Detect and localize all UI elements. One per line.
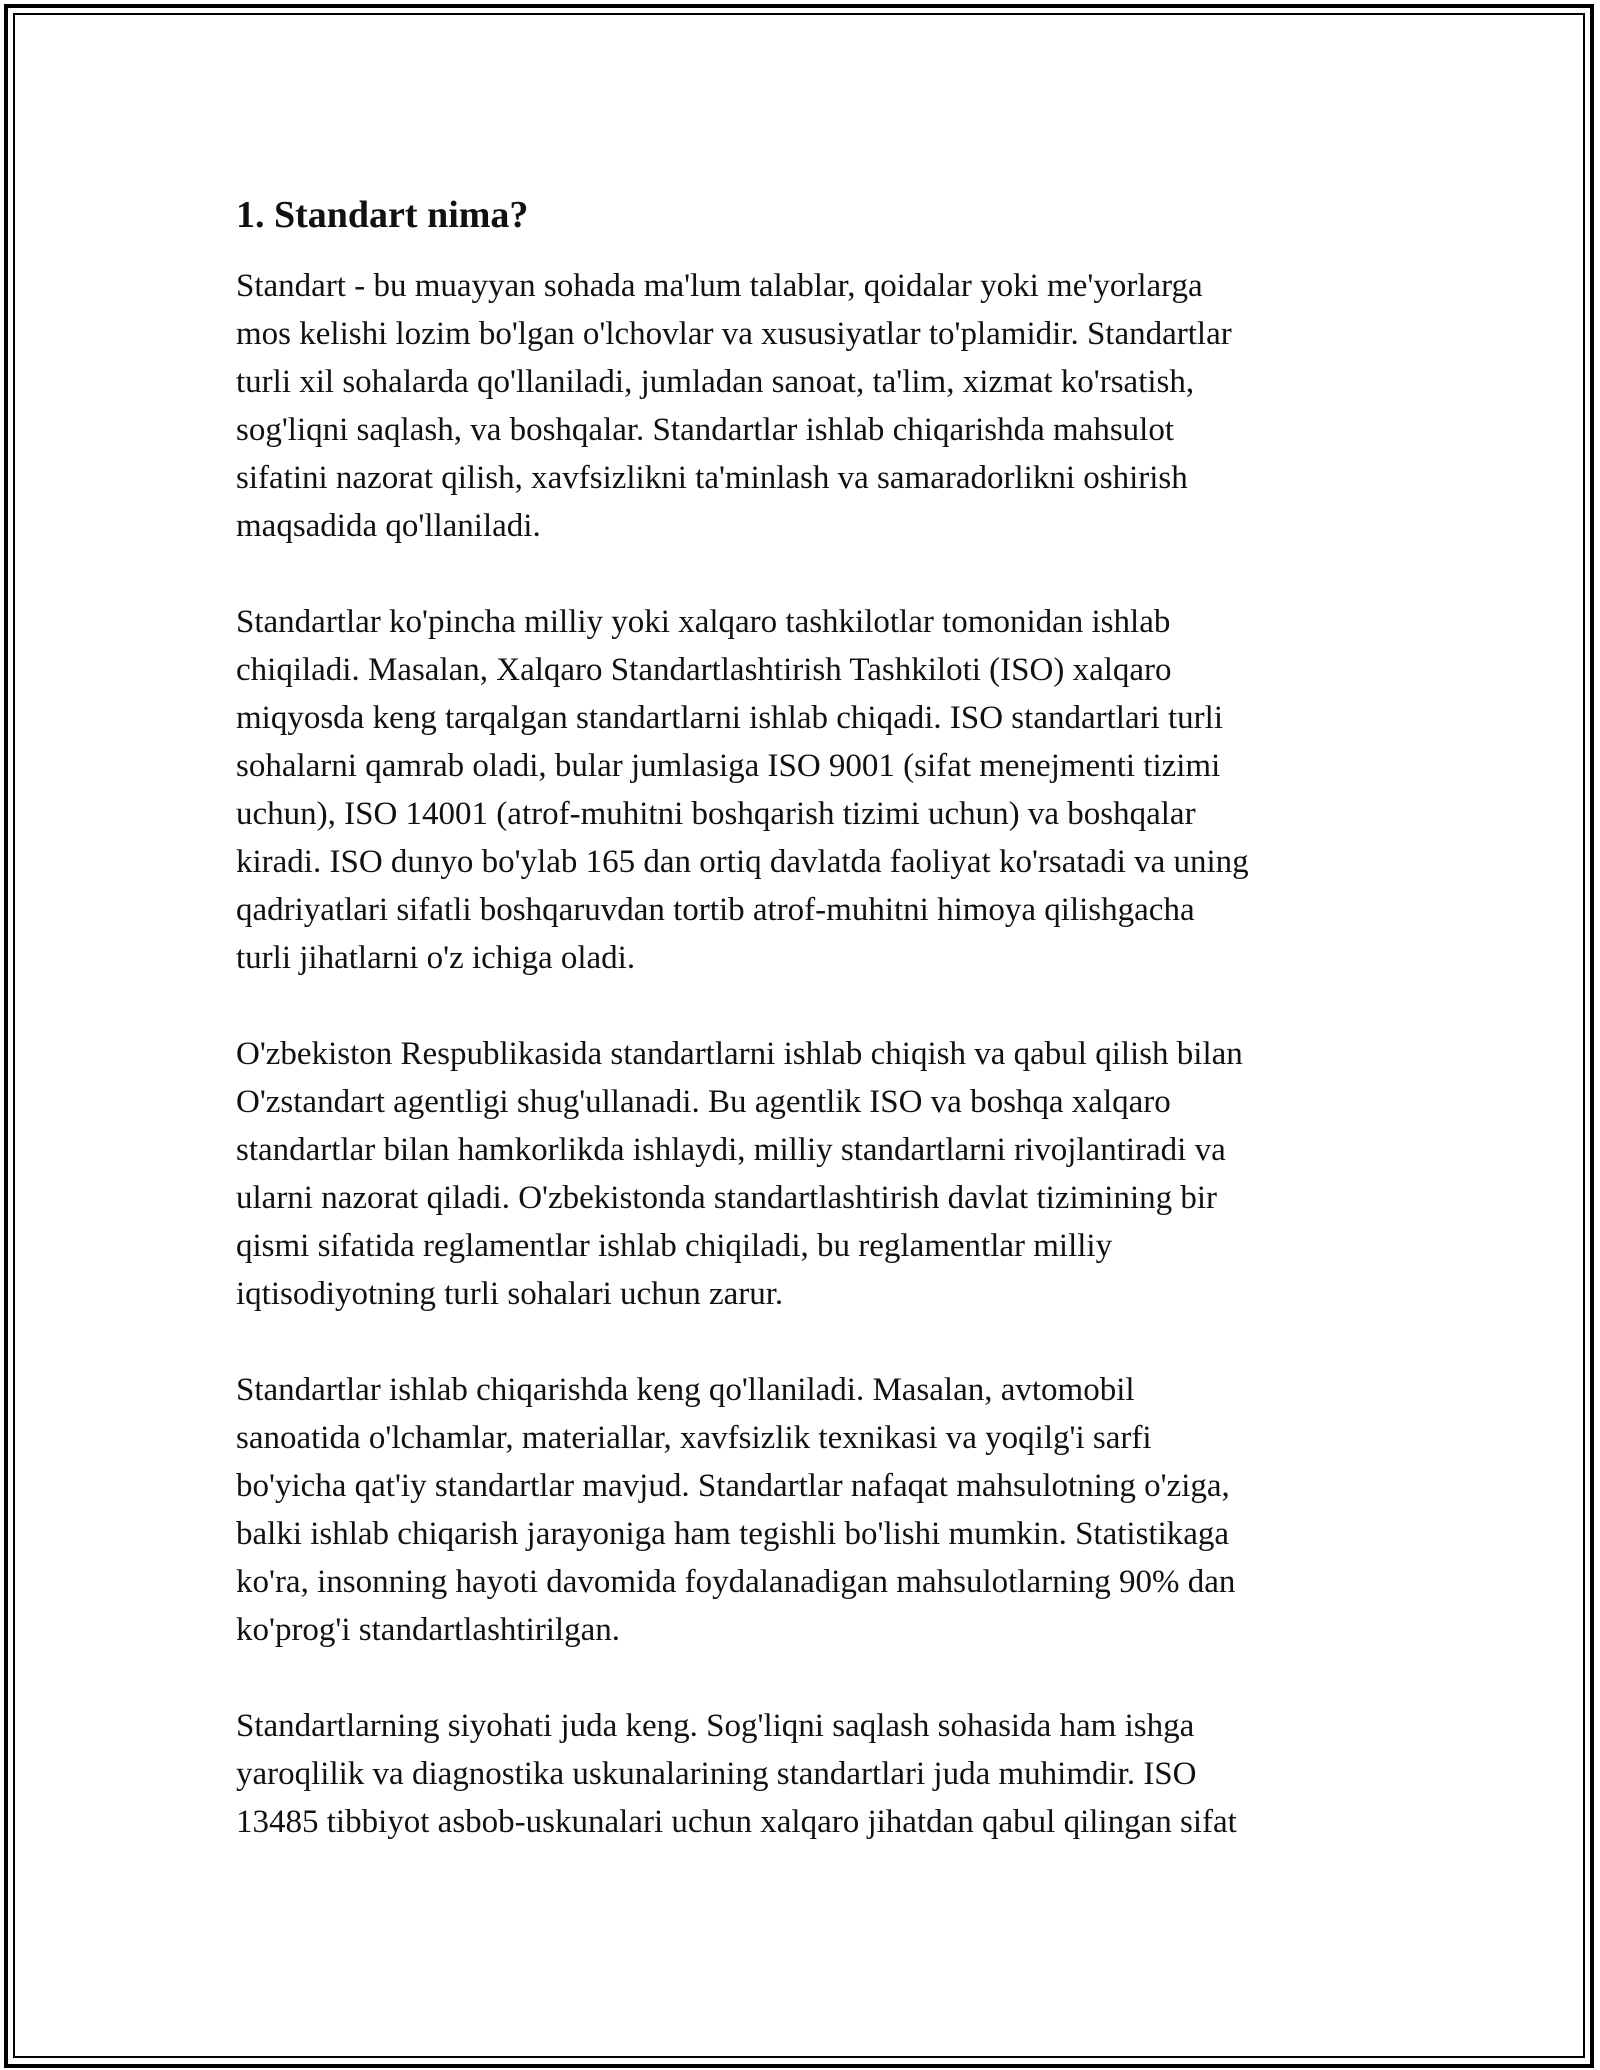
paragraph-5: Standartlarning siyohati juda keng. Sog'liqni saqlash sohasida ham ishga yaroqlilik va diagnostika uskunalarining standartlari juda muhimdir. ISO 13485 tibbiyot asbob-uskunalari uchun xalqaro jihatdan qabul qilingan sifat <box>236 1708 1237 1840</box>
paragraph-1: Standart - bu muayyan sohada ma'lum talablar, qoidalar yoki me'yorlarga mos kelishi lozim bo'lgan o'lchovlar va xususiyatlar to'plamidir. Standartlar turli xil sohalarda qo'llaniladi, jumladan sanoat, ta'lim, xizmat ko'rsatish, sog'liqni saqlash, va boshqalar. Standartlar ishlab chiqarishda mahsulot sifatini nazorat qilish, xavfsizlikni ta'minlash va samaradorlikni oshirish maqsadida qo'llaniladi. <box>236 268 1232 544</box>
section-heading: 1. Standart nima? <box>236 194 529 236</box>
paragraph-3: O'zbekiston Respublikasida standartlarni ishlab chiqish va qabul qilish bilan O'zstandart agentligi shug'ullanadi. Bu agentlik ISO va boshqa xalqaro standartlar bilan hamkorlikda ishlaydi, milliy standartlarni rivojlantiradi va ularni nazorat qiladi. O'zbekistonda standartlashtirish davlat tizimining bir qismi sifatida reglamentlar ishlab chiqiladi, bu reglamentlar milliy iqtisodiyotning turli sohalari uchun zarur. <box>236 1036 1243 1312</box>
paragraph-4: Standartlar ishlab chiqarishda keng qo'llaniladi. Masalan, avtomobil sanoatida o'lchamlar, materiallar, xavfsizlik texnikasi va yoqilg'i sarfi bo'yicha qat'iy standartlar mavjud. Standartlar nafaqat mahsulotning o'ziga, balki ishlab chiqarish jarayoniga ham tegishli bo'lishi mumkin. Statistikaga ko'ra, insonning hayoti davomida foydalanadigan mahsulotlarning 90% dan ko'prog'i standartlashtirilgan. <box>236 1372 1236 1648</box>
paragraph-2: Standartlar ko'pincha milliy yoki xalqaro tashkilotlar tomonidan ishlab chiqiladi. Masalan, Xalqaro Standartlashtirish Tashkiloti (ISO) xalqaro miqyosda keng tarqalgan standartlarni ishlab chiqadi. ISO standartlari turli sohalarni qamrab oladi, bular jumlasiga ISO 9001 (sifat menejmenti tizimi uchun), ISO 14001 (atrof-muhitni boshqarish tizimi uchun) va boshqalar kiradi. ISO dunyo bo'ylab 165 dan ortiq davlatda faoliyat ko'rsatadi va uning qadriyatlari sifatli boshqaruvdan tortib atrof-muhitni himoya qilishgacha turli jihatlarni o'z ichiga oladi. <box>236 604 1249 976</box>
document-body <box>236 180 1366 1894</box>
